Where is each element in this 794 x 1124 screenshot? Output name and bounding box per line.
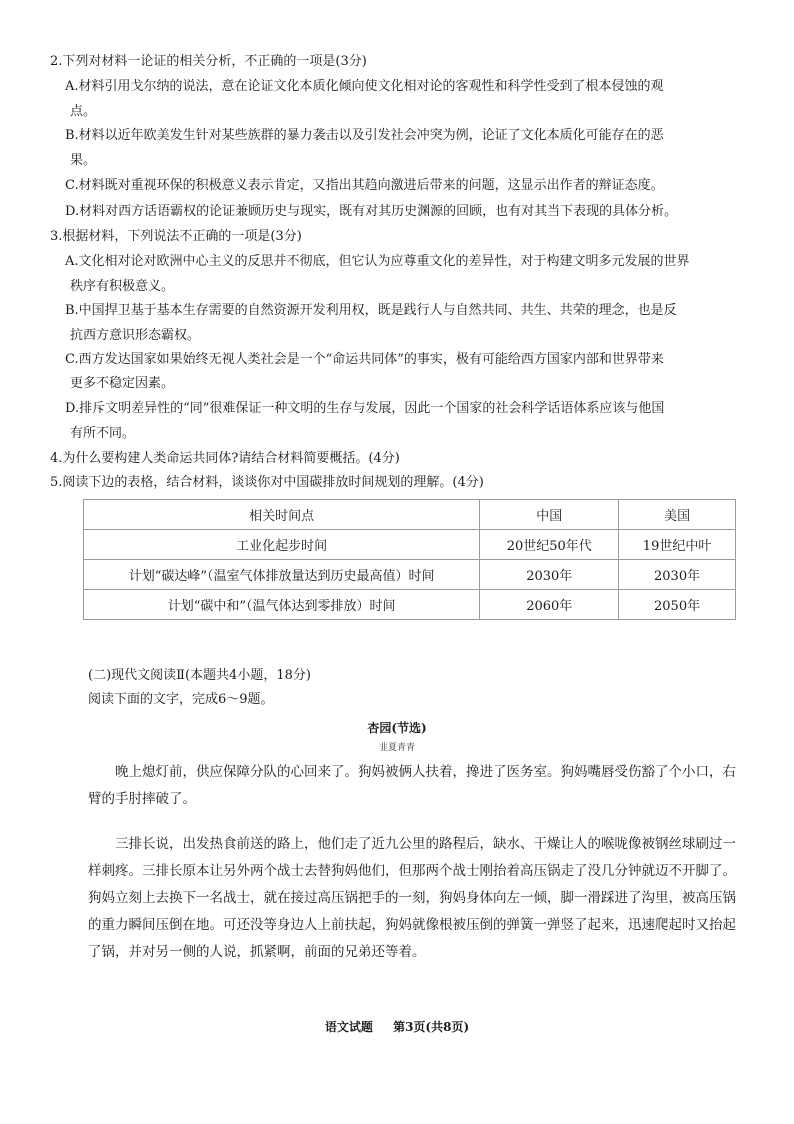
q3-option-d-cont: 有所不同。 bbox=[70, 426, 136, 441]
table-header-cell: 相关时间点 bbox=[84, 500, 480, 530]
q3-option-a-cont: 秩序有积极意义。 bbox=[70, 279, 175, 294]
passage-line: 三排长说，出发热食前送的路上，他们走了近九公里的路程后，缺水、干燥让人的喉咙像被钢丝球刷过一 bbox=[88, 836, 736, 852]
table-row bbox=[84, 590, 736, 620]
q2-option-a-cont: 点。 bbox=[70, 104, 97, 119]
passage-line: 狗妈立刻上去换下一名战士，就在接过高压锅把手的一刻，狗妈身体向左一倾，脚一滑踩进了沟里，被高压锅 bbox=[88, 890, 736, 906]
question-2-stem: 2.下列对材料一论证的相关分析，不正确的一项是(3分) bbox=[50, 54, 367, 69]
table-header-cell: 中国 bbox=[480, 500, 619, 530]
table-cell: 20世纪50年代 bbox=[480, 530, 619, 560]
q2-option-c: C.材料既对重视环保的积极意义表示肯定，又指出其趋向激进后带来的问题，这显示出作者的辩证态度。 bbox=[65, 178, 664, 193]
section-heading: (二)现代文阅读Ⅱ(本题共4小题，18分) bbox=[88, 668, 311, 683]
q3-option-c: C.西方发达国家如果始终无视人类社会是一个“命运共同体”的事实，极有可能给西方国家内部和世界带来 bbox=[65, 352, 664, 367]
table-cell: 计划“碳中和”（温气体达到零排放）时间 bbox=[84, 590, 480, 620]
q2-option-b-cont: 果。 bbox=[70, 153, 97, 168]
table-row bbox=[84, 530, 736, 560]
passage-author: 韭夏青青 bbox=[378, 743, 415, 753]
footer-subject: 语文试题 bbox=[324, 1020, 373, 1034]
page-footer bbox=[0, 1018, 794, 1035]
q2-option-a: A.材料引用戈尔纳的说法，意在论证文化本质化倾向使文化相对论的客观性和科学性受到了根本侵蚀的观 bbox=[65, 79, 664, 94]
passage-line: 的重力瞬间压倒在地。可还没等身边人上前扶起，狗妈就像根被压倒的弹簧一弹竖了起来，迅速爬起时又抬起 bbox=[88, 917, 736, 933]
passage-line: 臂的手肘摔破了。 bbox=[88, 791, 196, 807]
carbon-timeline-table bbox=[83, 499, 736, 620]
footer-page-number: 第3页(共8页) bbox=[393, 1020, 470, 1034]
passage-line: 了锅，并对另一侧的人说，抓紧啊，前面的兄弟还等着。 bbox=[88, 944, 426, 960]
table-cell: 2030年 bbox=[619, 560, 736, 590]
table-cell: 19世纪中叶 bbox=[619, 530, 736, 560]
table-header-cell: 美国 bbox=[619, 500, 736, 530]
table-header-row bbox=[84, 500, 736, 530]
table-cell: 2060年 bbox=[480, 590, 619, 620]
passage-line: 晚上熄灯前，供应保障分队的心回来了。狗妈被俩人扶着，搀进了医务室。狗妈嘴唇受伤豁了个小口，右 bbox=[88, 764, 736, 780]
q3-option-d: D.排斥文明差异性的“同”很难保证一种文明的生存与发展，因此一个国家的社会科学话语体系应该与他国 bbox=[65, 401, 665, 416]
table-cell: 计划“碳达峰”（温室气体排放量达到历史最高值）时间 bbox=[84, 560, 480, 590]
q2-option-b: B.材料以近年欧美发生针对某些族群的暴力袭击以及引发社会冲突为例，论证了文化本质化可能存在的恶 bbox=[65, 128, 664, 143]
question-5: 5.阅读下边的表格，结合材料，谈谈你对中国碳排放时间规划的理解。(4分) bbox=[50, 475, 484, 490]
table-cell: 2050年 bbox=[619, 590, 736, 620]
question-3-stem: 3.根据材料，下列说法不正确的一项是(3分) bbox=[50, 229, 302, 244]
q3-option-c-cont: 更多不稳定因素。 bbox=[70, 376, 175, 391]
section-instruction: 阅读下面的文字，完成6～9题。 bbox=[88, 692, 274, 707]
table-cell: 2030年 bbox=[480, 560, 619, 590]
table-row bbox=[84, 560, 736, 590]
question-4: 4.为什么要构建人类命运共同体?请结合材料简要概括。(4分) bbox=[50, 451, 400, 466]
q2-option-d: D.材料对西方话语霸权的论证兼顾历史与现实，既有对其历史渊源的回顾，也有对其当下表现的具体分析。 bbox=[65, 204, 678, 219]
q3-option-a: A.文化相对论对欧洲中心主义的反思并不彻底，但它认为应尊重文化的差异性，对于构建文明多元发展的世界 bbox=[65, 254, 690, 269]
table-cell: 工业化起步时间 bbox=[84, 530, 480, 560]
q3-option-b-cont: 抗西方意识形态霸权。 bbox=[70, 328, 201, 343]
q3-option-b: B.中国捍卫基于基本生存需要的自然资源开发利用权，既是践行人与自然共同、共生、共荣的理念，也是反 bbox=[65, 303, 677, 318]
passage-title: 杏园(节选) bbox=[367, 721, 427, 735]
passage-line: 样刺疼。三排长原本让另外两个战士去替狗妈他们，但那两个战士刚抬着高压锅走了没几分钟就迈不开脚了。 bbox=[88, 863, 736, 879]
